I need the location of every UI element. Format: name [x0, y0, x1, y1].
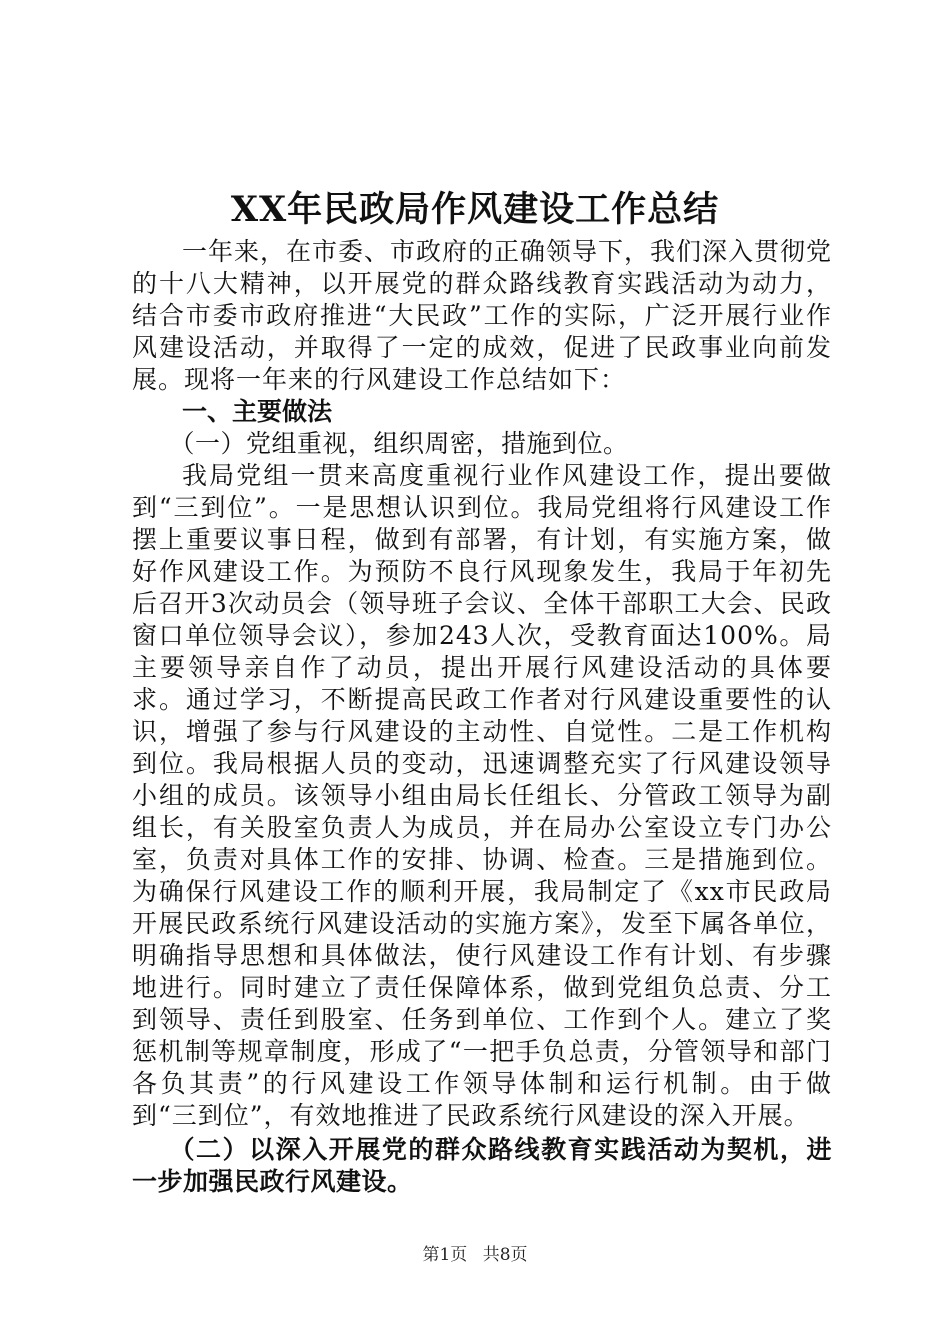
- page-total: 共8页: [482, 1245, 528, 1265]
- document-title: XX年民政局作风建设工作总结: [230, 189, 720, 230]
- section-heading-main-methods: 一、主要做法: [182, 397, 333, 426]
- subsection-heading-2: （二）以深入开展党的群众路线教育实践活动为契机，进一步加强民政行风建设。: [132, 1135, 832, 1196]
- subsection-heading-1: （一）党组重视，组织周密，措施到位。: [169, 429, 629, 458]
- intro-paragraph: 一年来，在市委、市政府的正确领导下，我们深入贯彻党的十八大精神，以开展党的群众路线教育实践活动为动力，结合市委市政府推进“大民政”工作的实际，广泛开展行业作风建设活动，并取得了一定的成效，促进了民政事业向前发展。现将一年来的行风建设工作总结如下：: [132, 237, 833, 394]
- page-number: 第1页: [422, 1245, 468, 1265]
- page-footer: [0, 1244, 950, 1266]
- subsection-1-body: 我局党组一贯来高度重视行业作风建设工作，提出要做到“三到位”。一是思想认识到位。我局党组将行风建设工作摆上重要议事日程，做到有部署，有计划，有实施方案，做好作风建设工作。为预防不良行风现象发生，我局于年初先后召开3次动员会（领导班子会议、全体干部职工大会、民政窗口单位领导会议），参加243人次，受教育面达100%。局主要领导亲自作了动员，提出开展行风建设活动的具体要求。通过学习，不断提高民政工作者对行风建设重要性的认识，增强了参与行风建设的主动性、自觉性。二是工作机构到位。我局根据人员的变动，迅速调整充实了行风建设领导小组的成员。该领导小组由局长任组长、分管政工领导为副组长，有关股室负责人为成员，并在局办公室设立专门办公室，负责对具体工作的安排、协调、检查。三是措施到位。为确保行风建设工作的顺利开展，我局制定了《xx市民政局开展民政系统行风建设活动的实施方案》，发至下属各单位，明确指导思想和具体做法，使行风建设工作有计划、有步骤地进行。同时建立了责任保障体系，做到党组负总责、分工到领导、责任到股室、任务到单位、工作到个人。建立了奖惩机制等规章制度，形成了“一把手负总责，分管领导和部门各负其责”的行风建设工作领导体制和运行机制。由于做到“三到位”，有效地推进了民政系统行风建设的深入开展。: [132, 461, 832, 1130]
- document-body: [132, 236, 832, 1198]
